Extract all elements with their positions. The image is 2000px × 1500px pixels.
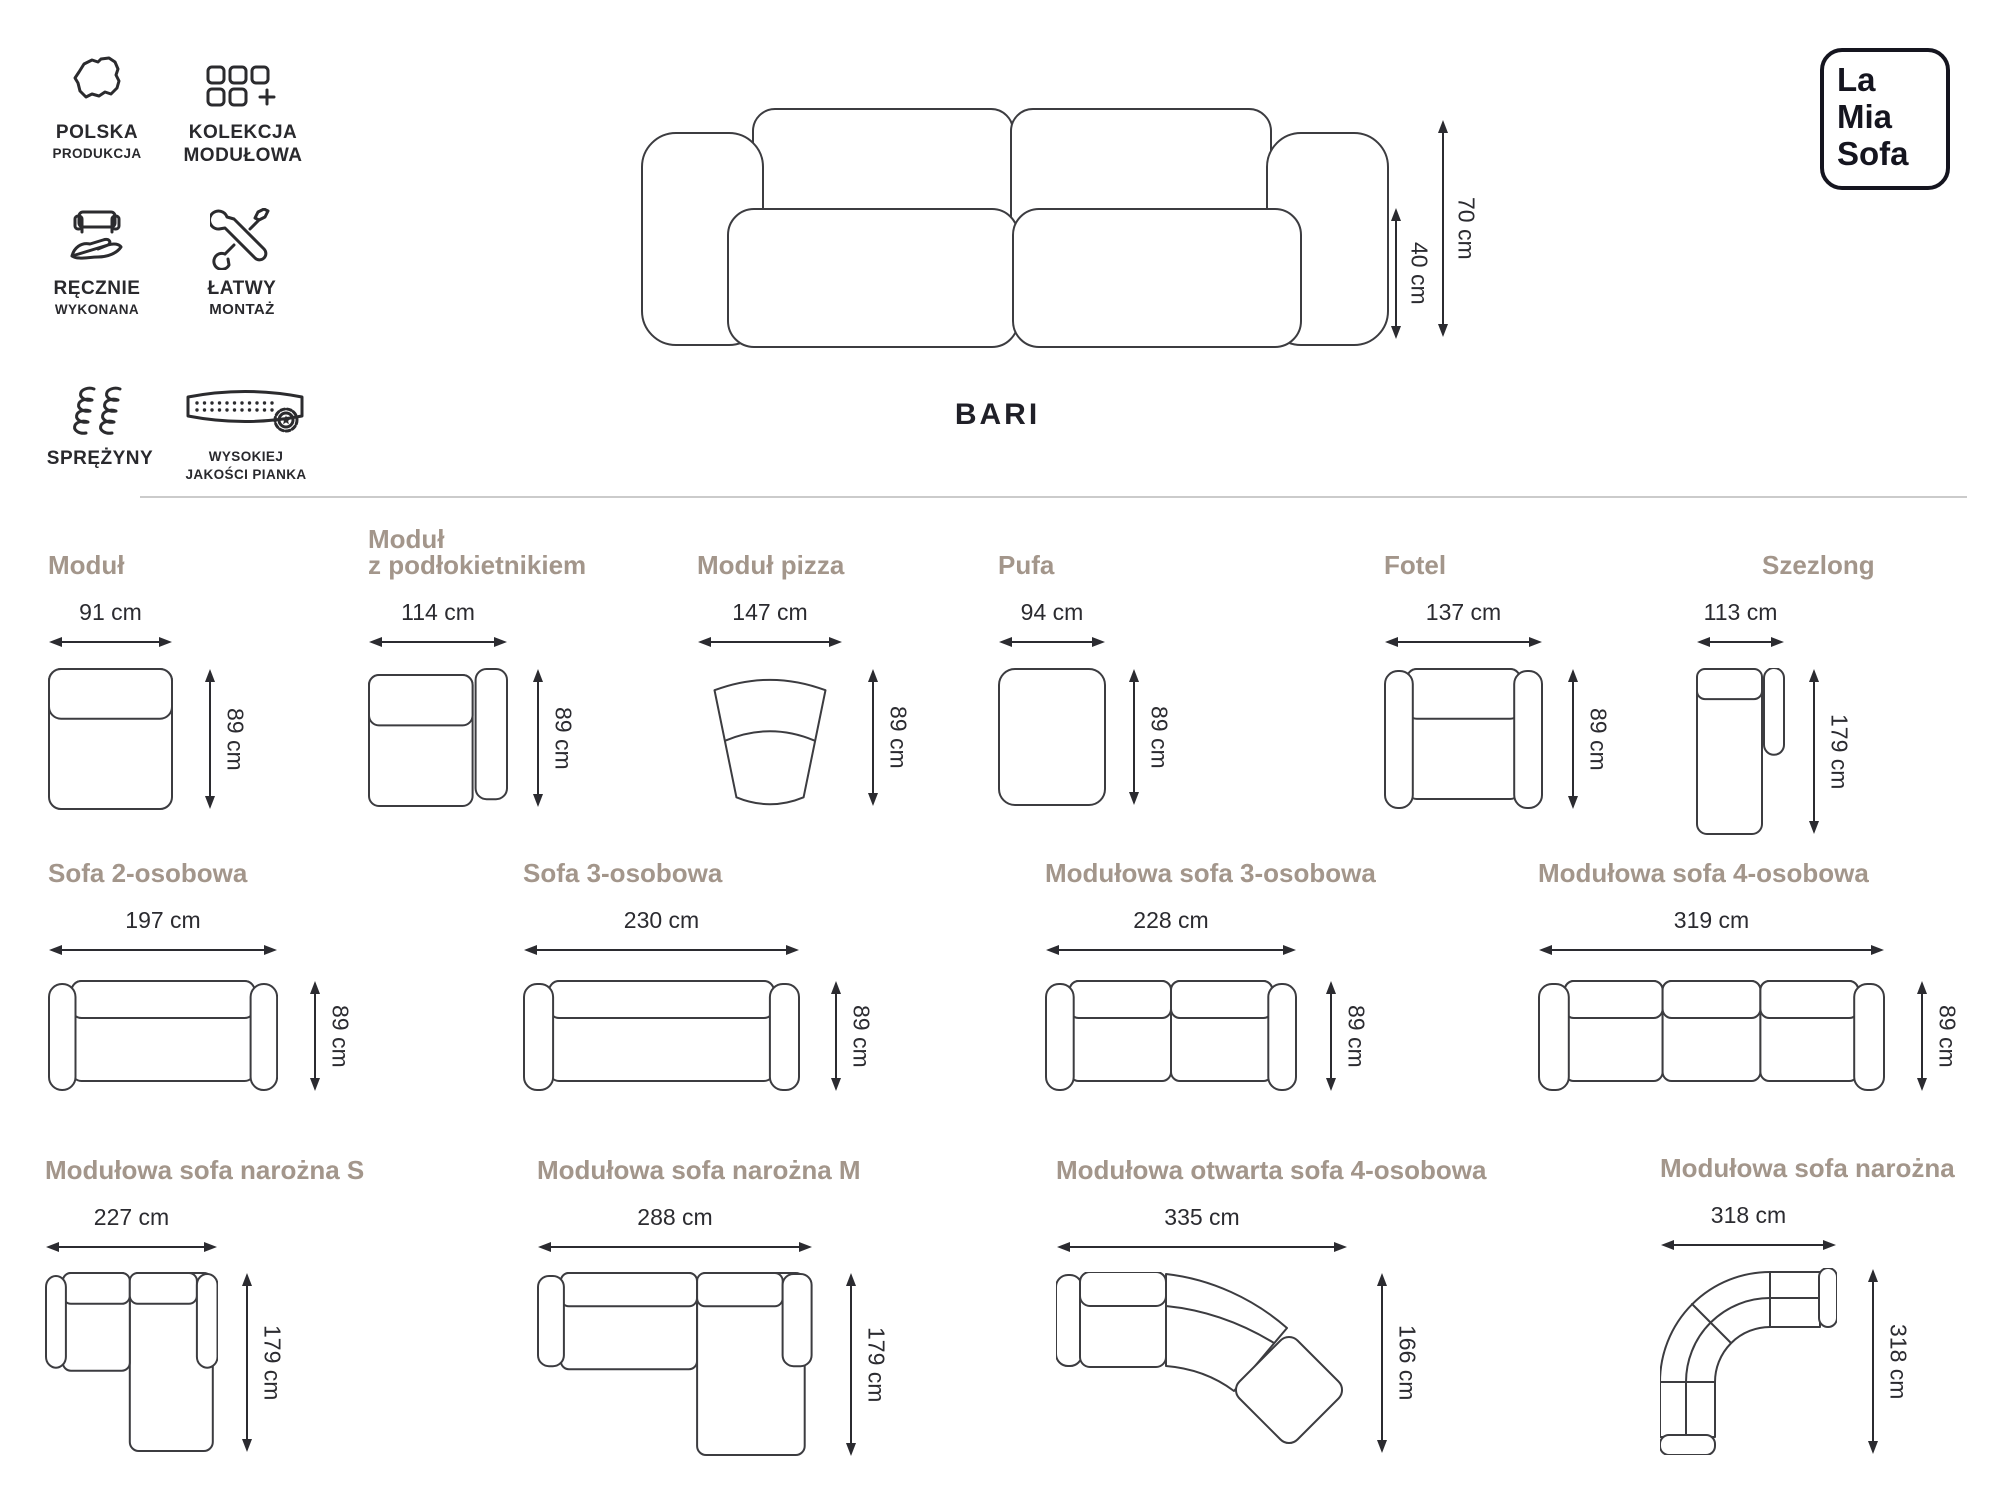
- module-drawing-chaise: [1696, 668, 1785, 835]
- width-dimension-arrow: [1384, 634, 1543, 650]
- module-title-line: Modułowa sofa 4-osobowa: [1538, 858, 1869, 888]
- brand-logo-line: La: [1837, 61, 1876, 98]
- width-dimension-arrow: [48, 634, 173, 650]
- module-title: [45, 1157, 364, 1183]
- width-dimension-label: 94 cm: [1020, 599, 1084, 625]
- module-title: [1045, 860, 1376, 886]
- module-title-line: Moduł: [48, 550, 125, 580]
- foam-quality-icon: [154, 376, 338, 440]
- total-height-label: 70 cm: [1453, 197, 1480, 260]
- module-title-line: Moduł: [368, 524, 445, 554]
- height-dimension-label: 179 cm: [863, 1326, 890, 1403]
- height-dimension-label: 89 cm: [1146, 705, 1173, 769]
- badge-label-line: SPRĘŻYNY: [46, 448, 154, 469]
- width-dimension-arrow: [1056, 1239, 1348, 1255]
- badge-foam-quality: [154, 376, 338, 483]
- module-drawing-cornerS: [45, 1272, 218, 1453]
- module-title: [1056, 1157, 1486, 1183]
- module-title: [48, 552, 125, 578]
- height-dimension-label: 89 cm: [885, 706, 912, 769]
- module-title-line: Modułowa sofa narożna M: [537, 1155, 861, 1185]
- module-drawing-open4: [1056, 1272, 1348, 1454]
- height-dimension-arrow: [1435, 119, 1451, 338]
- width-dimension-label: 318 cm: [1710, 1202, 1787, 1228]
- height-dimension-label: 89 cm: [848, 1004, 875, 1068]
- width-dimension-label: 197 cm: [125, 907, 201, 933]
- width-dimension-arrow: [1696, 634, 1785, 650]
- hero-sofa-drawing: [640, 105, 1395, 350]
- height-dimension-arrow: [1374, 1272, 1390, 1454]
- badge-label: [151, 122, 335, 168]
- module-drawing-modular3: [1045, 980, 1297, 1092]
- module-title: [523, 860, 722, 886]
- brand-logo-line: Sofa: [1837, 134, 1909, 172]
- module-drawing-module_armrest: [368, 668, 508, 808]
- width-dimension-label: 114 cm: [401, 599, 475, 625]
- height-dimension-label: 89 cm: [222, 707, 249, 771]
- width-dimension-label: 227 cm: [93, 1204, 170, 1230]
- module-title-line: Sofa 3-osobowa: [523, 858, 723, 888]
- width-dimension-arrow: [1538, 942, 1885, 958]
- height-dimension-arrow: [1388, 207, 1404, 340]
- height-dimension-arrow: [843, 1272, 859, 1457]
- width-dimension-label: 137 cm: [1425, 599, 1502, 625]
- width-dimension-arrow: [537, 1239, 813, 1255]
- module-title: [48, 860, 247, 886]
- module-title: [368, 526, 586, 578]
- brand-logo-line: Mia: [1837, 97, 1893, 135]
- height-dimension-arrow: [1914, 980, 1930, 1092]
- width-dimension-arrow: [1660, 1237, 1837, 1253]
- height-dimension-label: 166 cm: [1394, 1325, 1421, 1401]
- height-dimension-label: 89 cm: [1585, 707, 1612, 771]
- width-dimension-arrow: [48, 942, 278, 958]
- height-dimension-arrow: [1565, 668, 1581, 810]
- easy-assembly-icon: [150, 198, 334, 270]
- width-dimension-label: 113 cm: [1703, 599, 1778, 625]
- height-dimension-arrow: [1865, 1268, 1881, 1455]
- module-drawing-cornerCurve: [1660, 1268, 1837, 1455]
- height-dimension-label: 179 cm: [259, 1324, 286, 1401]
- badge-label: [150, 278, 334, 320]
- width-dimension-label: 319 cm: [1673, 907, 1750, 933]
- height-dimension-arrow: [828, 980, 844, 1092]
- module-title: [697, 552, 844, 578]
- badge-label-line: WYSOKIEJ: [208, 449, 284, 464]
- module-title-line: z podłokietnikiem: [368, 550, 587, 580]
- badge-label-line: JAKOŚCI PIANKA: [185, 466, 307, 482]
- badge-label-line: RĘCZNIE: [53, 278, 141, 299]
- module-title: [1538, 860, 1869, 886]
- module-title: [1660, 1155, 1955, 1181]
- height-dimension-label: 318 cm: [1885, 1323, 1912, 1400]
- width-dimension-label: 335 cm: [1164, 1204, 1240, 1230]
- module-title: [998, 552, 1054, 578]
- module-title-line: Sofa 2-osobowa: [48, 858, 248, 888]
- badge-label-line: POLSKA: [55, 122, 139, 143]
- module-title: [1384, 552, 1446, 578]
- module-drawing-modular4: [1538, 980, 1885, 1092]
- width-dimension-label: 147 cm: [732, 599, 808, 625]
- width-dimension-arrow: [523, 942, 800, 958]
- module-title-line: Pufa: [998, 550, 1055, 580]
- badge-label-line: KOLEKCJA: [188, 122, 298, 143]
- width-dimension-arrow: [697, 634, 843, 650]
- height-dimension-label: 89 cm: [327, 1004, 354, 1068]
- module-title-line: Fotel: [1384, 550, 1447, 580]
- width-dimension-arrow: [998, 634, 1106, 650]
- badge-label-line: PRODUKCJA: [52, 145, 142, 161]
- width-dimension-label: 228 cm: [1133, 907, 1209, 933]
- modular-collection-icon: [151, 42, 335, 114]
- module-drawing-cornerM: [537, 1272, 813, 1457]
- module-drawing-pizza: [697, 668, 843, 807]
- module-drawing-pouf: [998, 668, 1106, 806]
- module-drawing-module: [48, 668, 173, 810]
- height-dimension-arrow: [307, 980, 323, 1092]
- badge-label-line: ŁATWY: [207, 278, 277, 299]
- module-title: [1762, 552, 1875, 578]
- height-dimension-arrow: [530, 668, 546, 808]
- height-dimension-arrow: [1806, 668, 1822, 835]
- module-drawing-sofa2: [48, 980, 278, 1092]
- height-dimension-label: 89 cm: [550, 706, 577, 770]
- module-title-line: Moduł pizza: [697, 550, 845, 580]
- height-dimension-arrow: [239, 1272, 255, 1453]
- badge-label: [154, 448, 338, 483]
- width-dimension-arrow: [1045, 942, 1297, 958]
- model-name: BARI: [954, 398, 1041, 431]
- module-title-line: Modułowa sofa narożna S: [45, 1155, 365, 1185]
- seat-height-label: 40 cm: [1406, 242, 1433, 305]
- width-dimension-label: 288 cm: [637, 1204, 713, 1230]
- module-drawing-sofa3: [523, 980, 800, 1092]
- badge-easy-assembly: [150, 198, 334, 320]
- badge-modular-collection: [151, 42, 335, 168]
- height-dimension-label: 89 cm: [1343, 1004, 1370, 1068]
- height-dimension-arrow: [1323, 980, 1339, 1092]
- module-title-line: Modułowa sofa 3-osobowa: [1045, 858, 1376, 888]
- height-dimension-arrow: [202, 668, 218, 810]
- width-dimension-arrow: [45, 1239, 218, 1255]
- badge-label-line: MODUŁOWA: [183, 144, 303, 166]
- height-dimension-arrow: [865, 668, 881, 807]
- brand-logo: [1820, 48, 1950, 190]
- module-title: [537, 1157, 861, 1183]
- height-dimension-arrow: [1126, 668, 1142, 806]
- width-dimension-arrow: [368, 634, 508, 650]
- height-dimension-label: 89 cm: [1934, 1004, 1961, 1068]
- module-title-line: Modułowa sofa narożna: [1660, 1153, 1955, 1183]
- module-title-line: Modułowa otwarta sofa 4-osobowa: [1056, 1155, 1487, 1185]
- module-title-line: Szezlong: [1762, 550, 1875, 580]
- width-dimension-label: 91 cm: [79, 599, 142, 625]
- width-dimension-label: 230 cm: [623, 907, 700, 933]
- height-dimension-label: 179 cm: [1826, 713, 1853, 790]
- badge-label-line: WYKONANA: [54, 301, 140, 317]
- badge-label-line: MONTAŻ: [209, 300, 275, 318]
- section-divider: [140, 496, 1967, 498]
- module-drawing-armchair: [1384, 668, 1543, 810]
